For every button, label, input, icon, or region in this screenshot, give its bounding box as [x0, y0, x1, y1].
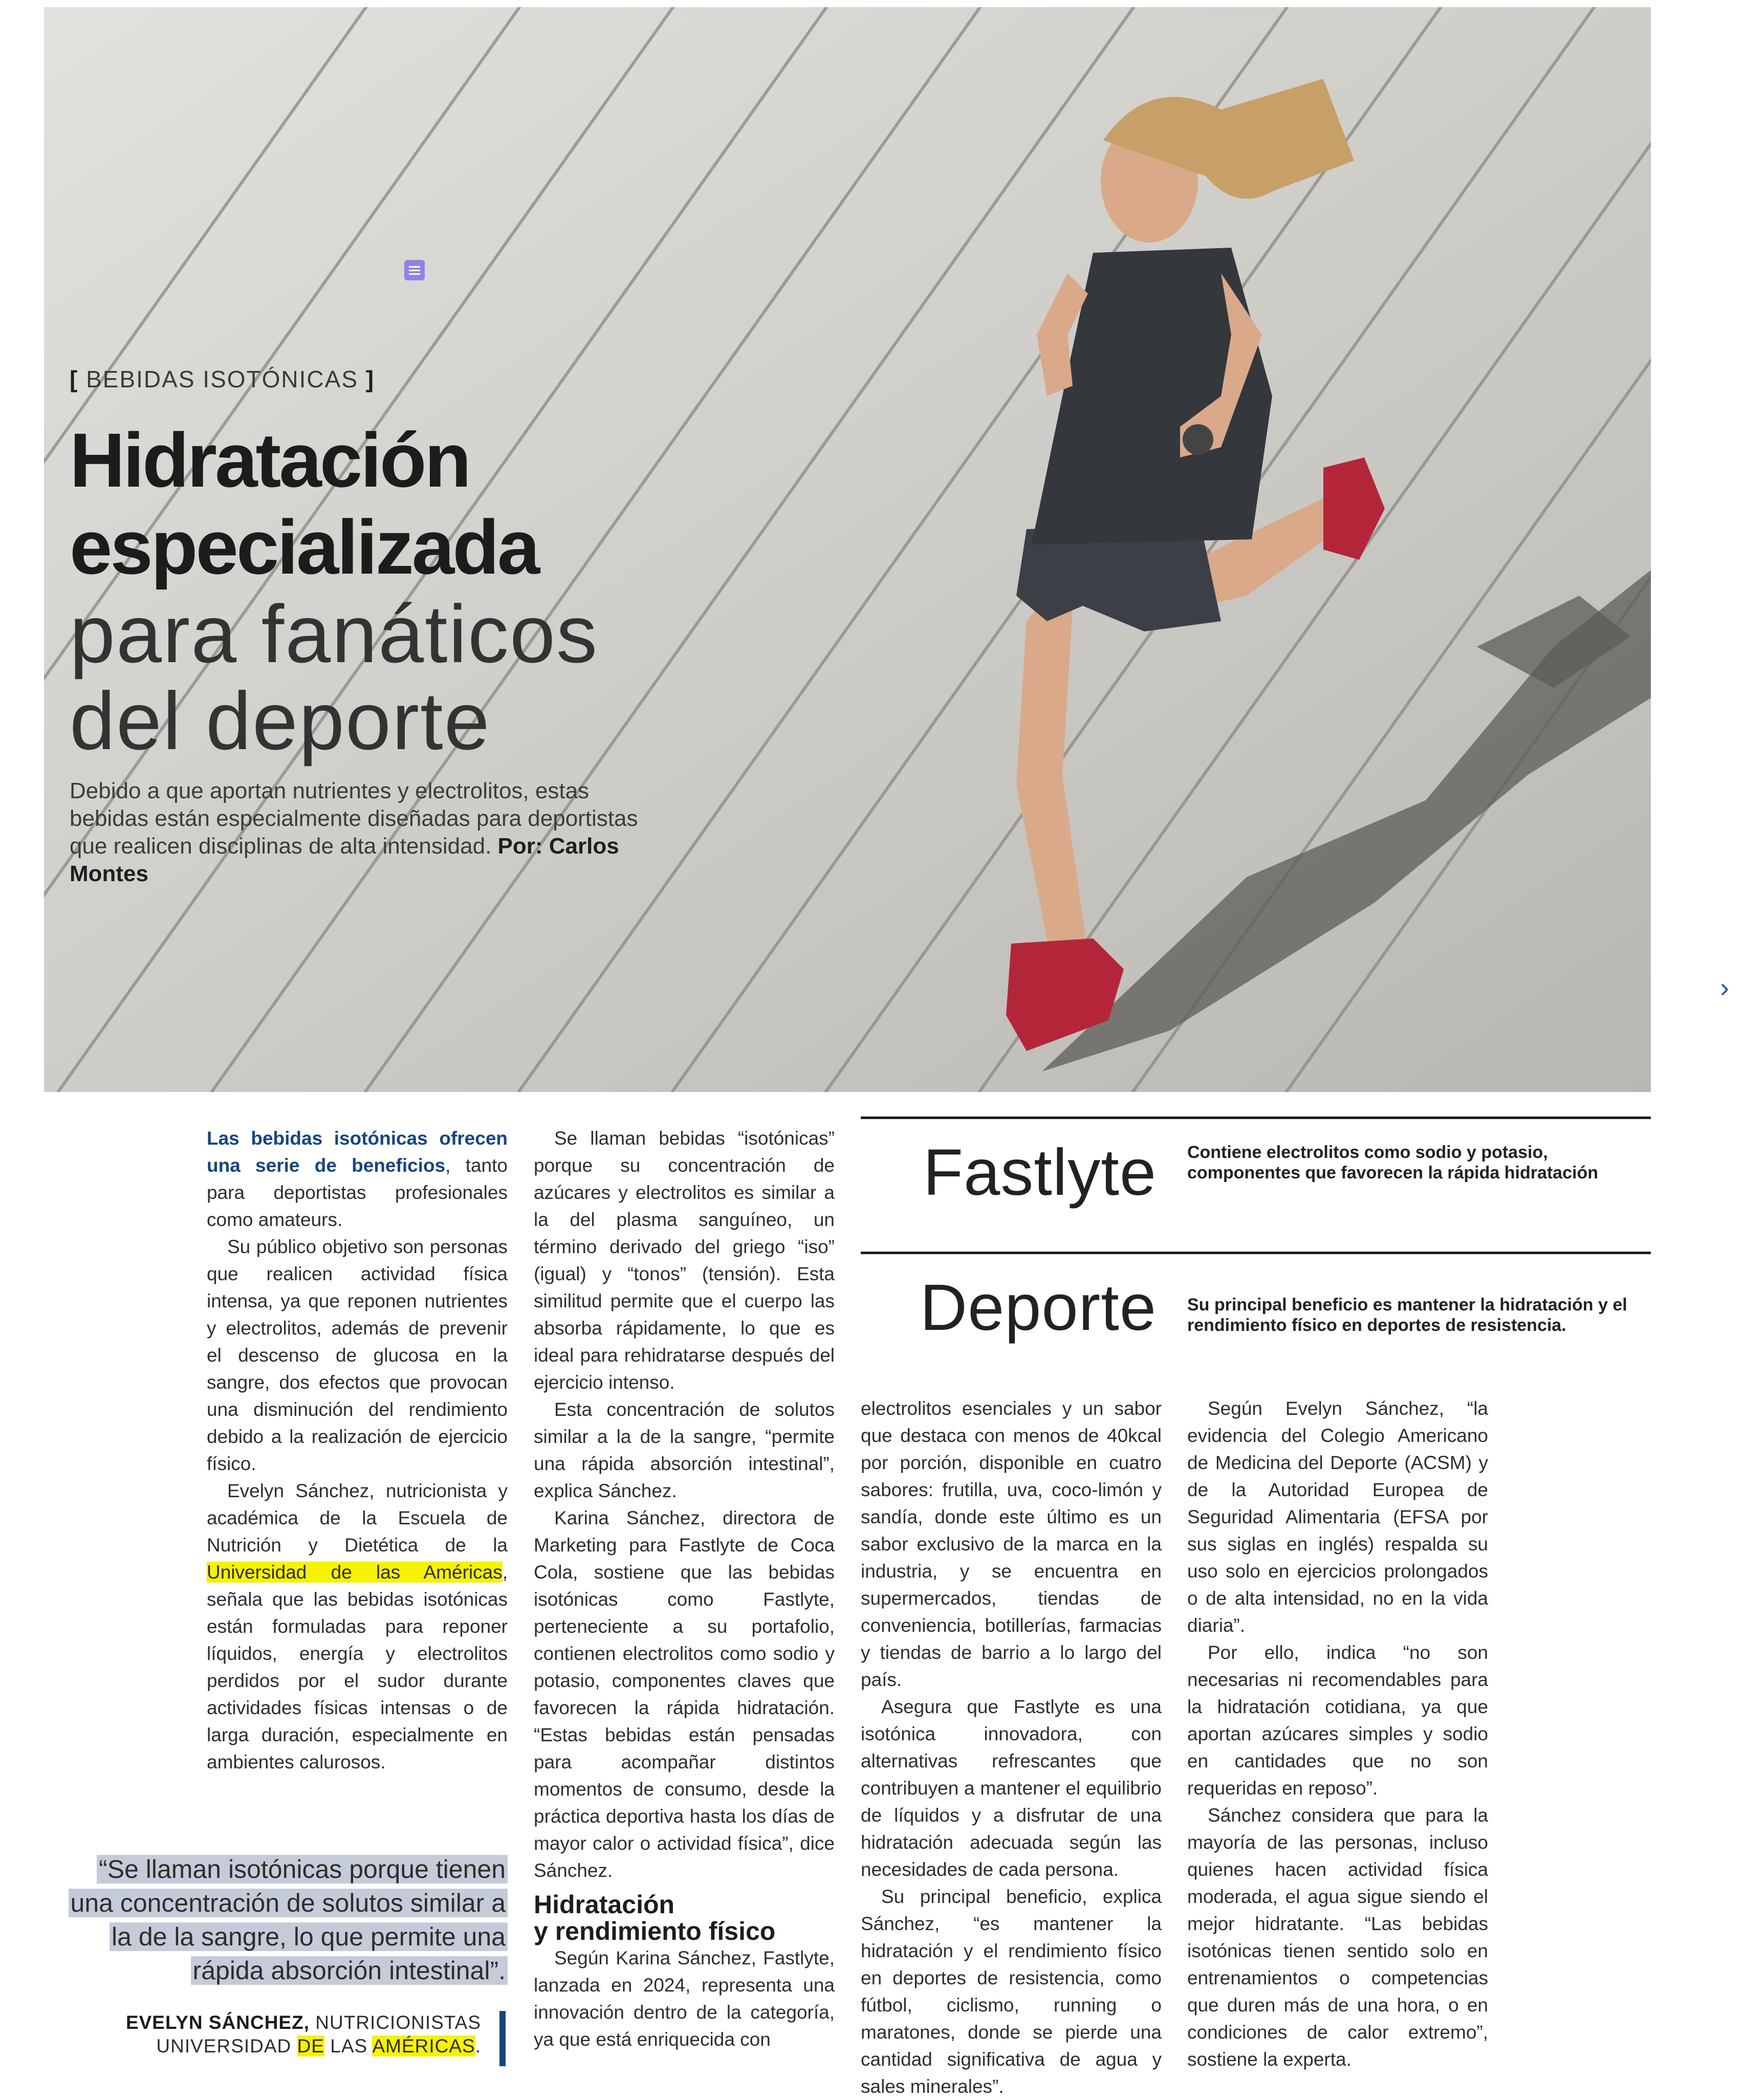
- paragraph: Esta concentración de solutos similar a la de la sangre, “permite una rápida absorción intestinal”, explica Sánchez.: [534, 1399, 835, 1501]
- headline-line3: para fanáticos: [70, 588, 599, 680]
- hero-photo: [44, 7, 1651, 1092]
- paragraph: Según Karina Sánchez, Fastlyte, lanzada en 2024, representa una innovación dentro de la categoría, ya que está enriquecida con: [534, 1948, 835, 2050]
- article-column-1: [207, 1125, 508, 1776]
- section-kicker: [ BEBIDAS ISOTÓNICAS ]: [70, 366, 375, 392]
- sidebar-desc-deporte: Su principal beneficio es mantener la hidratación y el rendimiento físico en deportes de resistencia.: [1187, 1295, 1627, 1335]
- paragraph: Por ello, indica “no son necesarias ni recomendables para la hidratación cotidiana, ya que aportan azúcares simples y sodio en cantidades que no son requeridas en reposo”.: [1187, 1642, 1488, 1799]
- paragraph: Sánchez considera que para la mayoría de las personas, incluso quienes hacen actividad física moderada, el agua sigue siendo el mejor hidratante. “Las bebidas isotónicas tienen sentido solo en entrenamientos o competencias que duren más de una hora, o en condiciones de calor extremo”, sostiene la experta.: [1187, 1805, 1488, 2070]
- quote-attribution: EVELYN SÁNCHEZ, NUTRICIONISTAS UNIVERSIDAD DE LAS AMÉRICAS.: [125, 2012, 481, 2057]
- headline-line4: del deporte: [70, 675, 491, 767]
- byline: Por: Carlos Montes: [70, 834, 619, 886]
- sidebar-word-fastlyte: Fastlyte: [923, 1136, 1157, 1209]
- sidebar-desc-fastlyte: Contiene electrolitos como sodio y potasio, componentes que favorecen la rápida hidratación: [1187, 1143, 1598, 1183]
- paragraph: Se llaman bebidas “isotónicas” porque su concentración de azúcares y electrolitos es similar a la del plasma sanguíneo, un término derivado del griego “iso” (igual) y “tonos” (tensión). Esta similitud permite que el cuerpo las absorba rápidamente, lo que es ideal para rehidratarse después del ejercicio intenso.: [534, 1128, 835, 1393]
- article-column-4: [1187, 1395, 1488, 2073]
- note-icon[interactable]: [404, 260, 425, 280]
- paragraph: Su principal beneficio, explica Sánchez, “es mantener la hidratación y el rendimiento físico en deportes de resistencia, como fútbol, ciclismo, running o maratones, donde se pierde una cantidad significativa de agua y sales minerales”.: [861, 1886, 1162, 2097]
- subheading: Hidratación y rendimiento físico: [534, 1890, 776, 1945]
- headline-line1: Hidratación: [70, 417, 470, 503]
- paragraph: electrolitos esenciales y un sabor que destaca con menos de 40kcal por porción, disponible en cuatro sabores: frutilla, uva, coco-limón y sandía, donde este último es un sabor exclusivo de la marca en la industria, y se encuentra en supermercados, tiendas de conveniencia, botillerías, farmacias y tiendas de barrio a lo largo del país.: [861, 1398, 1162, 1690]
- deck-text: Debido a que aportan nutrientes y electrolitos, estas bebidas están especialmente diseñadas para deportistas que realicen disciplinas de alta intensidad. Por: Carlos Montes: [70, 778, 638, 886]
- divider: [861, 1252, 1651, 1254]
- paragraph: Asegura que Fastlyte es una isotónica innovadora, con alternativas refrescantes que contribuyen a mantener el equilibrio de líquidos y a disfrutar de una hidratación adecuada según las necesidades de cada persona.: [861, 1696, 1162, 1880]
- paragraph: Karina Sánchez, directora de Marketing para Fastlyte de Coca Cola, sostiene que las bebidas isotónicas como Fastlyte, perteneciente a su portafolio, contienen electrolitos como sodio y potasio, componentes claves que favorecen la rápida hidratación. “Estas bebidas están pensadas para acompañar distintos momentos de consumo, desde la práctica deportiva hasta los días de mayor calor o actividad física”, dice Sánchez.: [534, 1507, 835, 1881]
- sidebar-word-deporte: Deporte: [920, 1271, 1157, 1344]
- highlighted-text: Universidad de las Américas: [207, 1562, 503, 1583]
- next-page-chevron-icon[interactable]: ›: [1720, 972, 1729, 1003]
- pull-quote: “Se llaman isotónicas porque tienen una concentración de solutos similar a la de la sangre, lo que permite una rápida absorción intestinal”.: [67, 1852, 508, 1987]
- attribution-bar: [499, 2011, 506, 2066]
- paragraph: Evelyn Sánchez, nutricionista y académica de la Escuela de Nutrición y Dietética de la Universidad de las Américas, señala que las bebidas isotónicas están formuladas para reponer líquidos, energía y electrolitos perdidos por el sudor durante actividades físicas intensas o de larga duración, especialmente en ambientes calurosos.: [207, 1480, 508, 1773]
- lead-text: Las bebidas isotónicas ofrecen una serie de beneficios: [207, 1128, 508, 1176]
- paragraph: Según Evelyn Sánchez, “la evidencia del Colegio Americano de Medicina del Deporte (ACSM) y de la Autoridad Europea de Seguridad Alimentaria (EFSA por sus siglas en inglés) respalda su uso solo en ejercicios prolongados o de alta intensidad, no en la vida diaria”.: [1187, 1398, 1488, 1636]
- divider: [861, 1117, 1651, 1119]
- paragraph: Su público objetivo son personas que realicen actividad física intensa, ya que reponen nutrientes y electrolitos, además de prevenir el descenso de glucosa en la sangre, dos efectos que provocan una disminución del rendimiento debido a la realización de ejercicio físico.: [207, 1236, 508, 1474]
- paragraph: Las bebidas isotónicas ofrecen una serie de beneficios, tanto para deportistas profesionales como amateurs.: [207, 1128, 508, 1230]
- article-column-3: [861, 1395, 1162, 2100]
- headline-line2: especializada: [70, 504, 538, 590]
- article-column-2: [534, 1125, 835, 2053]
